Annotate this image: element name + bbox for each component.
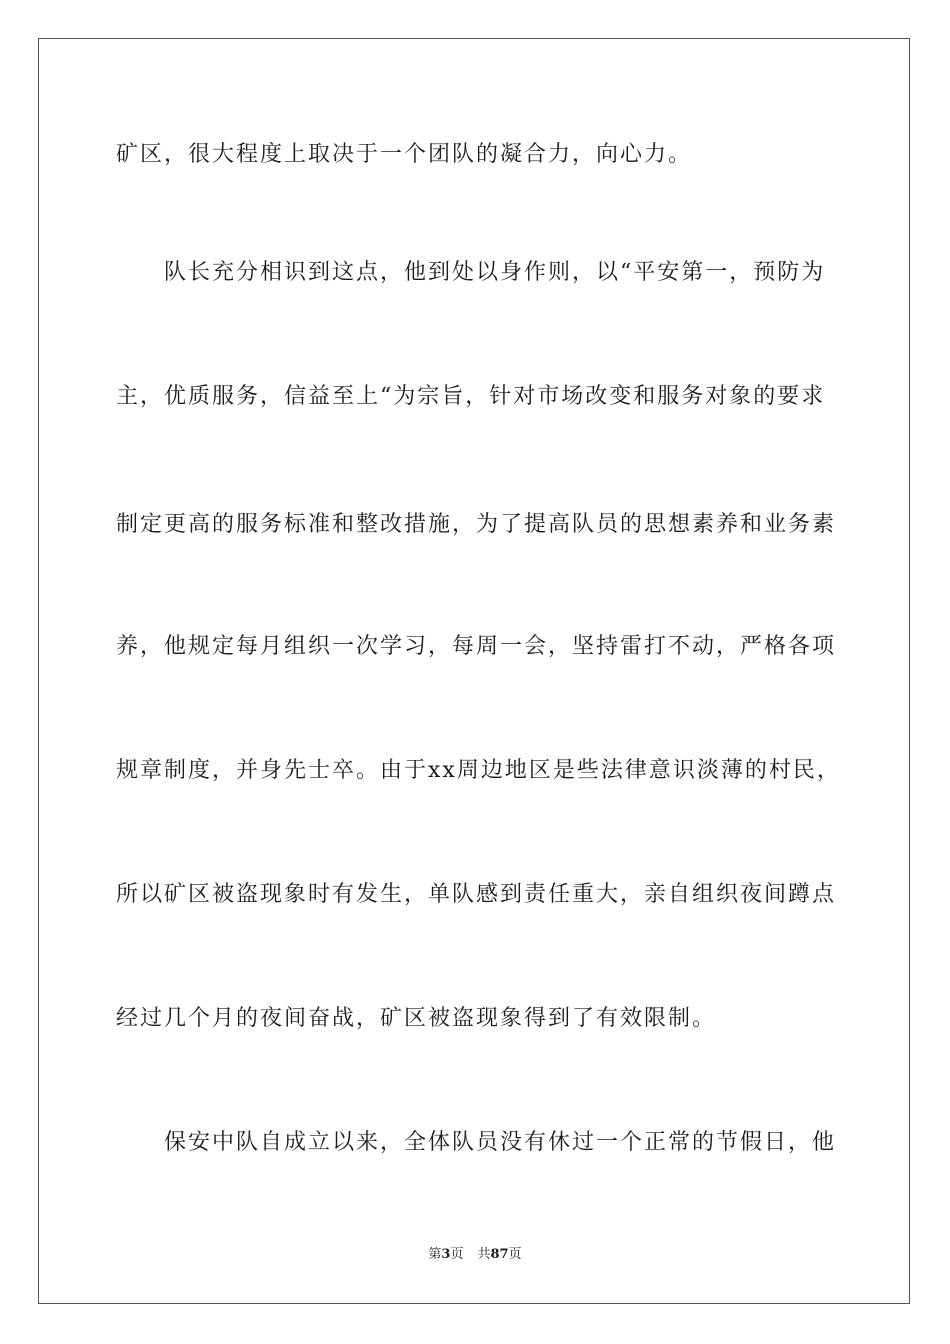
text-line-2: 队长充分相识到这点，他到处以身作则，以“平安第一，预防为 [164,260,826,285]
total-prefix: 共 [477,1247,491,1262]
page-footer [0,1246,950,1264]
text-line-3: 主，优质服务，信益至上“为宗旨，针对市场改变和服务对象的要求 [116,384,826,409]
text-line-1: 矿区，很大程度上取决于一个团队的凝合力，向心力。 [116,142,693,167]
text-line-5: 养，他规定每月组织一次学习，每周一会，坚持雷打不动，严格各项 [116,634,837,659]
page-border [38,38,910,1304]
page-number: 3 [441,1247,451,1262]
page-prefix: 第 [428,1247,442,1262]
text-line-9: 保安中队自成立以来，全体队员没有休过一个正常的节假日，他 [164,1130,837,1155]
text-line-6: 规章制度，并身先士卒。由于xx周边地区是些法律意识淡薄的村民， [116,758,841,783]
text-line-4: 制定更高的服务标准和整改措施，为了提高队员的思想素养和业务素 [116,512,837,537]
text-line-8: 经过几个月的夜间奋战，矿区被盗现象得到了有效限制。 [116,1006,717,1031]
total-pages: 87 [490,1247,509,1262]
total-suffix: 页 [508,1247,522,1262]
text-line-7: 所以矿区被盗现象时有发生，单队感到责任重大，亲自组织夜间蹲点 [116,882,837,907]
page-suffix: 页 [450,1247,464,1262]
